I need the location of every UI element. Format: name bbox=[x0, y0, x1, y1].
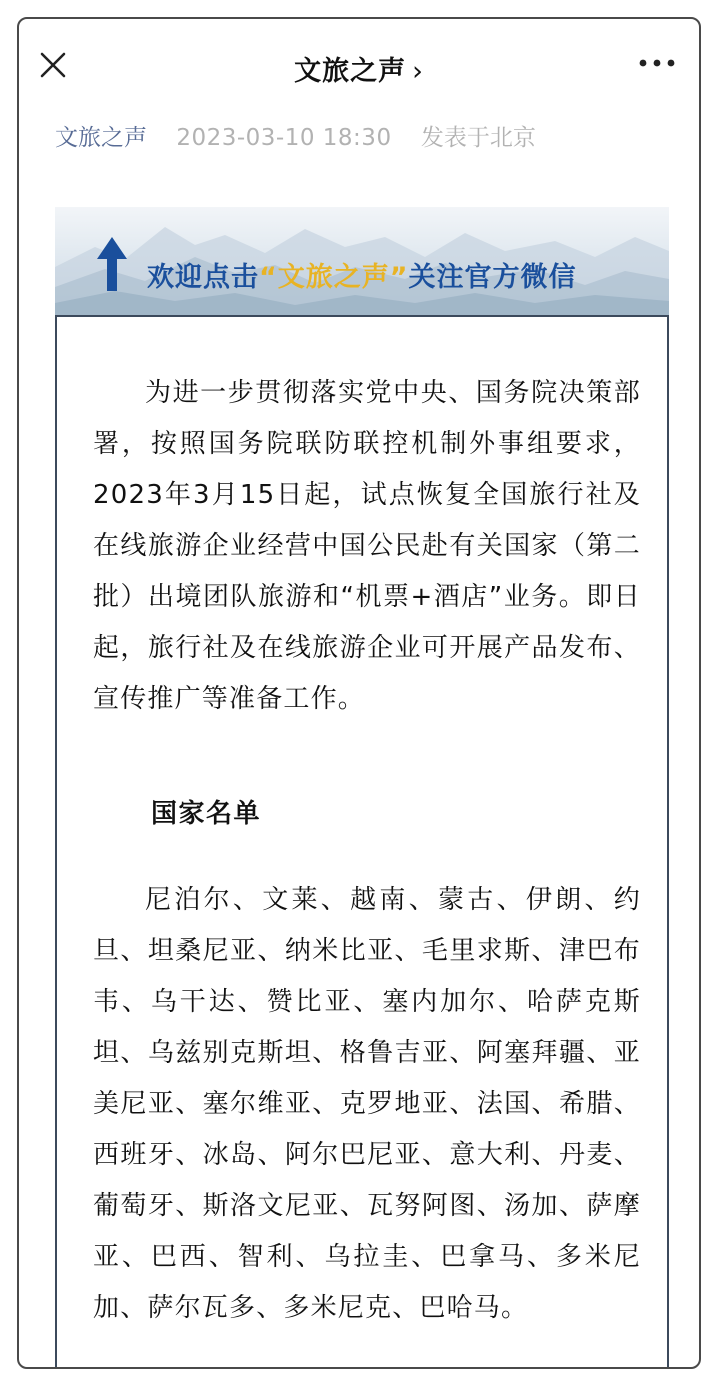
article-content-box bbox=[55, 315, 669, 1369]
phone-frame bbox=[17, 17, 701, 1369]
banner-text-before: 欢迎点击 bbox=[147, 262, 259, 293]
section-heading: 国家名单 bbox=[151, 799, 262, 829]
follow-banner[interactable] bbox=[55, 207, 669, 315]
account-title-link[interactable] bbox=[19, 49, 699, 88]
article-meta bbox=[55, 119, 536, 152]
country-list-paragraph: 尼泊尔、文莱、越南、蒙古、伊朗、约旦、坦桑尼亚、纳米比亚、毛里求斯、津巴布韦、乌干达、赞比亚、塞内加尔、哈萨克斯坦、乌兹别克斯坦、格鲁吉亚、阿塞拜疆、亚美尼亚、塞尔维亚、克罗地亚、法国、希腊、西班牙、冰岛、阿尔巴尼亚、意大利、丹麦、葡萄牙、斯洛文尼亚、瓦努阿图、汤加、萨摩亚、巴西、智利、乌拉圭、巴拿马、多米尼加、萨尔瓦多、多米尼克、巴哈马。 bbox=[93, 885, 641, 1323]
more-icon bbox=[637, 53, 677, 73]
publish-location: 发表于北京 bbox=[420, 125, 536, 151]
author-link[interactable]: 文旅之声 bbox=[55, 125, 147, 151]
account-title: 文旅之声 bbox=[294, 56, 407, 87]
article-paragraph: 为进一步贯彻落实党中央、国务院决策部署，按照国务院联防联控机制外事组要求，2023年3月15日起，试点恢复全国旅行社及在线旅游企业经营中国公民赴有关国家（第二批）出境团队旅游和“机票+酒店”业务。即日起，旅行社及在线旅游企业可开展产品发布、宣传推广等准备工作。 bbox=[93, 378, 641, 714]
top-nav-bar bbox=[19, 19, 699, 109]
banner-text-after: 关注官方微信 bbox=[408, 262, 577, 293]
more-button[interactable] bbox=[637, 53, 677, 73]
publish-time: 2023-03-10 18:30 bbox=[176, 125, 392, 151]
banner-text bbox=[147, 255, 577, 294]
banner-highlight: “文旅之声” bbox=[259, 262, 409, 293]
chevron-right-icon: › bbox=[412, 56, 424, 87]
